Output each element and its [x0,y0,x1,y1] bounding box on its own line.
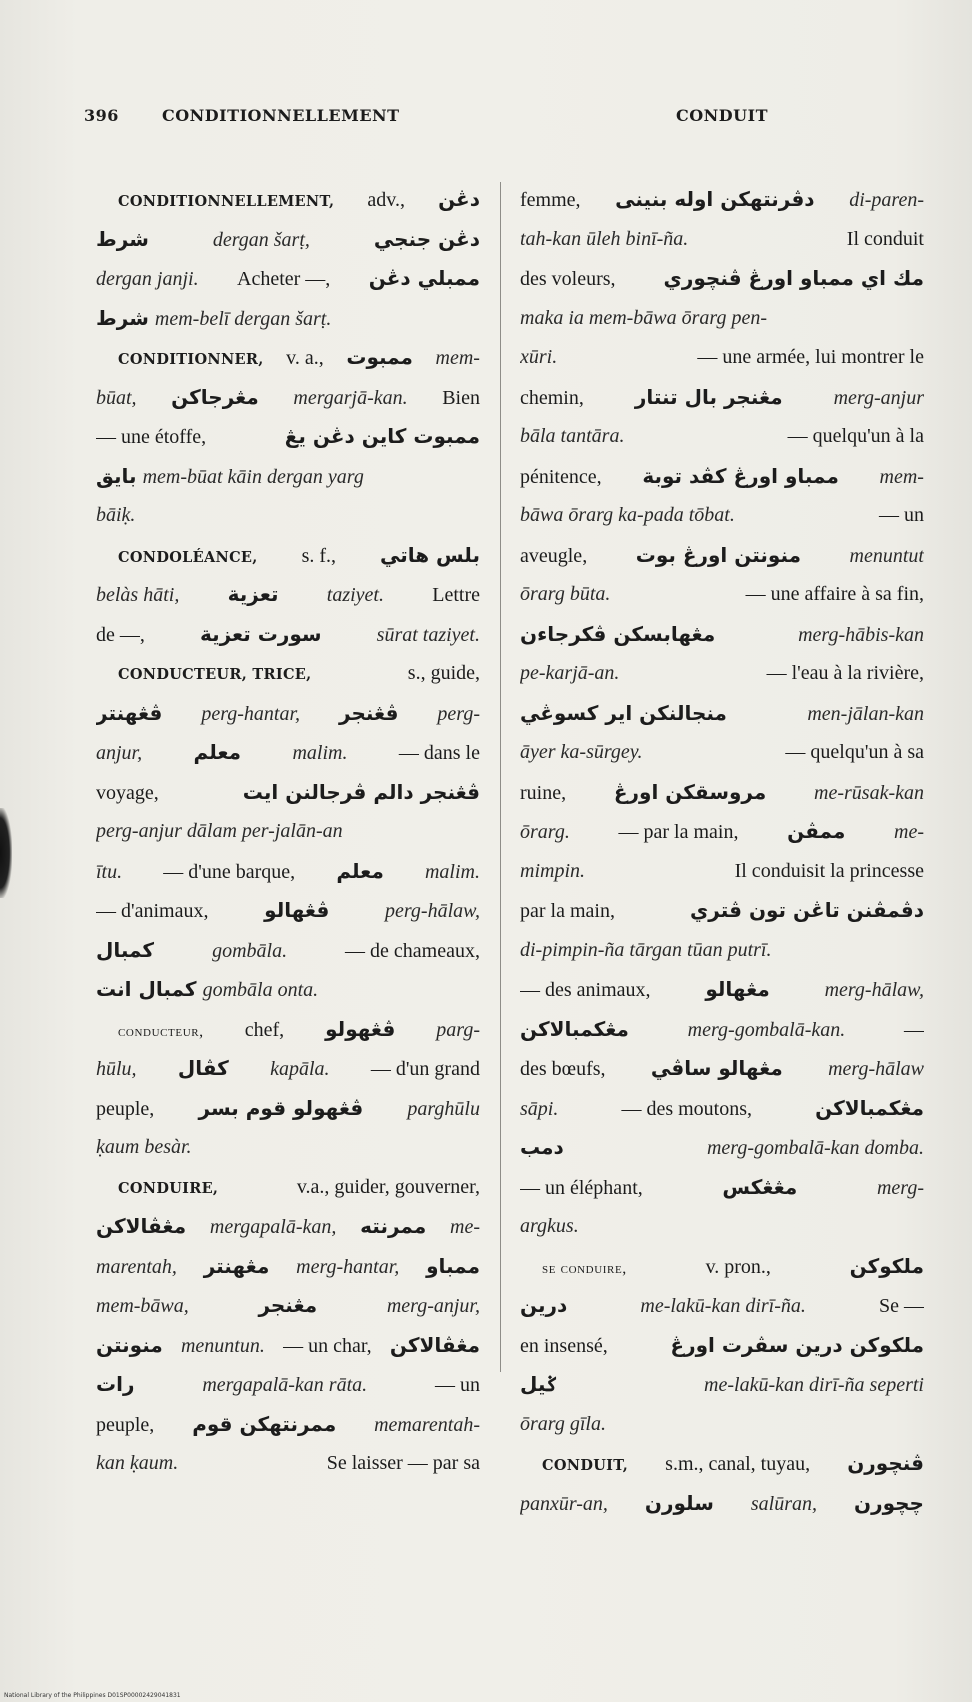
transliteration-text: me- [894,821,924,843]
transliteration-text: āyer ka-sūrgey. [520,741,643,763]
jawi-text: دڠن جنجي [373,226,480,251]
french-text: — d'une barque, [163,860,296,883]
transliteration-text: ōrarg gīla. [520,1412,606,1435]
text-line [96,1247,480,1287]
jawi-text: مڠهابسكن ڤكرجاءن [520,621,716,646]
transliteration-text: kan ḳaum. [96,1452,179,1474]
french-text: Acheter —, [237,268,331,290]
running-header [84,106,774,136]
transliteration-text: xūri. [520,346,558,368]
text-line [520,1010,924,1050]
text-line [96,1326,480,1366]
french-text: — une affaire à sa fin, [745,583,924,605]
text-line [520,575,924,615]
transliteration-text: me-lakū-kan dirī-ña. [640,1295,806,1317]
transliteration-text: hūlu, [96,1058,137,1080]
french-text: — un éléphant, [520,1176,643,1199]
transliteration-text: dergan šarṭ, [212,228,310,251]
transliteration-text: bāla tantāra. [520,425,625,447]
jawi-text: دمب [520,1135,564,1159]
transliteration-text: ōrarg būta. [520,583,611,605]
text-line [96,1405,480,1445]
text-line [520,259,924,299]
text-line [96,457,480,497]
french-text: femme, [520,189,581,211]
header-left-word: CONDITIONNELLEMENT [162,106,400,125]
jawi-text: ڤنچورن [847,1451,924,1475]
french-text: des voleurs, [520,268,616,290]
text-line [96,536,480,576]
french-text: — une armée, lui montrer le [697,346,924,368]
french-text: — un [879,504,924,526]
text-line [520,299,924,339]
text-line [96,1286,480,1326]
french-text: de —, [96,623,145,646]
text-line [520,1207,924,1247]
headword: CONDUIRE, [118,1179,219,1197]
text-line [96,496,480,536]
jawi-text: دڤمڤنن تاڠن تون ڤتري [689,898,924,922]
transliteration-text: memarentah- [374,1413,480,1436]
french-text: s. f., [301,544,337,567]
text-line [520,931,924,971]
text-line [96,733,480,773]
jawi-text: سورت تعزية [199,621,322,646]
text-line [96,575,480,615]
transliteration-text: gombāla onta. [202,979,319,1001]
headword: CONDITIONNER, [118,351,264,368]
french-text: v.a., guider, gouverner, [296,1175,480,1198]
text-line [96,180,480,220]
text-line [96,417,480,457]
jawi-text: چچورن [854,1490,924,1515]
french-text: Lettre [432,584,480,606]
jawi-text: ممڤن [787,819,846,843]
transliteration-text: perg-anjur dālam per-jalān-an [96,820,343,842]
french-text: — l'eau à la rivière, [766,662,924,684]
transliteration-text: merg-anjur [833,386,924,409]
text-line [520,417,924,457]
jawi-text: شرط [96,226,149,251]
jawi-text: ملكوكن [849,1253,924,1278]
french-text: Se — [879,1295,924,1317]
french-text: ruine, [520,781,567,804]
jawi-text: ڤڠنجر دالم ڤرجالنن ايت [242,779,480,804]
text-line [96,891,480,931]
transliteration-text: salūran, [750,1492,818,1515]
transliteration-text: mem-bāwa, [96,1295,189,1317]
text-line [520,1128,924,1168]
transliteration-text: bāwa ōrarg ka-pada tōbat. [520,504,735,526]
text-line [96,970,480,1010]
french-text: — quelqu'un à sa [785,741,924,763]
column-divider [500,182,501,1372]
french-text: voyage, [96,781,159,804]
transliteration-text: maka ia mem-bāwa ōrarg pen- [520,306,768,329]
text-line [520,220,924,260]
text-line [96,259,480,299]
jawi-text: بايق [96,463,137,488]
text-line [96,1207,480,1247]
transliteration-text: dergan janji. [96,268,199,290]
jawi-text: مڠهالو [705,977,770,1001]
transliteration-text: būat, [96,386,137,409]
jawi-text: مڠنجر بال تنتار [634,384,783,409]
transliteration-text: parg- [436,1018,480,1041]
transliteration-text: merg-hābis-kan [798,623,924,646]
text-line [520,852,924,892]
text-line [520,812,924,852]
jawi-text: مڠرجاكن [171,384,259,409]
french-text: — une étoffe, [96,426,207,448]
jawi-text: معلم [336,858,384,883]
transliteration-text: me-lakū-kan dirī-ña seperti [704,1374,924,1396]
french-text: — d'animaux, [96,900,209,922]
headword: CONDITIONNELLEMENT, [118,193,335,210]
jawi-text: كمبال انت [96,977,197,1001]
transliteration-text: menuntun. [180,1334,265,1357]
text-line [520,1049,924,1089]
french-text: — un char, [283,1334,372,1357]
french-text: peuple, [96,1413,155,1436]
jawi-text: ممبوت [346,345,413,369]
jawi-text: ممرنتهكن قوم [192,1411,337,1436]
text-line [96,1010,480,1050]
transliteration-text: merg-gombalā-kan. [687,1018,846,1041]
transliteration-text: di-paren- [849,189,924,211]
transliteration-text: me- [450,1216,480,1238]
text-line [520,180,924,220]
transliteration-text: mem-būat kāin dergan yarg [142,465,364,488]
jawi-text: شرط [96,305,149,330]
jawi-text: بلس هاتي [379,542,480,567]
french-text: — de chameaux, [345,939,480,962]
french-text: adv., [367,189,405,211]
jawi-text: سلورن [644,1490,714,1515]
jawi-text: ممباو [426,1253,480,1278]
jawi-text: ڤڠهولو [325,1016,396,1041]
transliteration-text: malim. [424,860,480,883]
french-text: — des animaux, [520,979,651,1001]
transliteration-text: merg-gombalā-kan domba. [706,1137,924,1159]
transliteration-text: mergarjā-kan. [293,386,408,409]
text-line [520,1286,924,1326]
transliteration-text: merg- [876,1176,924,1199]
text-line [96,1128,480,1168]
text-line [520,1484,924,1524]
jawi-text: مڠكمبالاكن [815,1095,924,1120]
text-line [96,378,480,418]
transliteration-text: argkus. [520,1215,579,1237]
transliteration-text: pe-karjā-an. [520,662,620,684]
text-line [520,654,924,694]
french-text: chemin, [520,386,584,409]
french-text: — quelqu'un à la [787,425,924,447]
transliteration-text: perg-hantar, [201,702,301,725]
transliteration-text: panxūr-an, [520,1492,608,1515]
french-text: s.m., canal, tuyau, [665,1453,811,1475]
french-text: Il conduit [846,227,924,250]
jawi-text: مڠڤالاكن [96,1214,187,1238]
french-text: chef, [244,1018,285,1041]
jawi-text: كڤال [177,1056,229,1080]
transliteration-text: ōrarg. [520,821,570,843]
jawi-text: ممرنته [360,1214,427,1238]
transliteration-text: merg-hālaw, [824,979,924,1001]
transliteration-text: mergapalā-kan, [209,1216,337,1238]
transliteration-text: parghūlu [407,1097,480,1120]
jawi-text: مروسقكن اورڠ [613,779,767,804]
sub-headword: se conduire, [542,1259,627,1277]
french-text: Il conduisit la princesse [734,859,924,882]
sub-headword: conducteur, [118,1022,204,1040]
text-line [96,1365,480,1405]
text-line [520,1405,924,1445]
text-line [520,694,924,734]
text-line [96,773,480,813]
jawi-text: ݢيل [520,1372,558,1396]
transliteration-text: merg-hantar, [296,1255,400,1278]
french-text: — des moutons, [621,1097,752,1120]
french-text: v. a., [286,347,324,369]
text-line [520,1326,924,1366]
transliteration-text: ḳaum besàr. [96,1136,192,1158]
text-line [96,1444,480,1484]
text-line [96,1168,480,1208]
text-line [520,1089,924,1129]
transliteration-text: taziyet. [326,584,384,606]
transliteration-text: mem- [435,347,480,369]
jawi-text: ممبلي دڠن [368,266,480,290]
jawi-text: كمبال [96,937,155,962]
text-line [96,931,480,971]
transliteration-text: kapāla. [270,1058,330,1080]
transliteration-text: mem- [879,465,924,488]
text-line [96,299,480,339]
french-text: s., guide, [407,662,480,684]
text-line [96,852,480,892]
text-line [520,1168,924,1208]
french-text: aveugle, [520,544,588,567]
text-line [520,496,924,536]
jawi-text: مڠنجر [258,1293,318,1317]
headword: CONDOLÉANCE, [118,548,258,566]
transliteration-text: malim. [292,742,348,764]
french-text: des bœufs, [520,1058,606,1080]
jawi-text: رات [96,1372,135,1396]
transliteration-text: bāiḳ. [96,504,136,526]
jawi-text: معلم [193,740,242,764]
french-text: peuple, [96,1097,155,1120]
jawi-text: مك اي ممباو اورڠ ڤنچوري [663,266,924,290]
french-text: — d'un grand [370,1058,480,1080]
text-line [520,1444,924,1484]
text-line [96,615,480,655]
left-column [96,180,480,1484]
right-column [520,180,924,1523]
text-line [520,615,924,655]
jawi-text: ملكوكن درين سڤرت اورڠ [670,1332,924,1357]
jawi-text: مڠكمبالاكن [520,1016,629,1041]
text-line [96,812,480,852]
french-text: — un [434,1374,480,1396]
transliteration-text: ītu. [96,860,123,883]
jawi-text: تعزية [227,582,279,606]
jawi-text: ممباو اورڠ كڤد توبة [642,463,839,488]
jawi-text: دڠن [438,187,480,211]
text-line [96,220,480,260]
text-line [520,773,924,813]
text-line [520,891,924,931]
header-right-word: CONDUIT [676,106,769,125]
transliteration-text: merg-hālaw [828,1058,924,1080]
text-line [520,1247,924,1287]
text-line [520,457,924,497]
jawi-text: دڤرنتهكن اوله بنينى [615,187,815,211]
text-line [96,694,480,734]
transliteration-text: anjur, [96,742,143,764]
french-text: — [904,1018,924,1041]
footer-credit: National Library of the Philippines D01SP00002429041831 [4,1692,181,1699]
headword: CONDUIT, [542,1457,629,1474]
french-text: — par la main, [618,821,739,843]
french-text: en insensé, [520,1334,608,1357]
jawi-text: مڠهالو ساڤي [650,1056,783,1080]
transliteration-text: mergapalā-kan rāta. [202,1374,368,1396]
french-text: pénitence, [520,465,602,488]
transliteration-text: sāpi. [520,1097,559,1120]
text-line [520,536,924,576]
jawi-text: مڠڤالاكن [389,1332,480,1357]
transliteration-text: mimpin. [520,859,585,882]
french-text: — dans le [398,742,480,764]
jawi-text: ڤڠهنتر [96,700,163,725]
text-line [520,733,924,773]
transliteration-text: menuntut [849,544,924,567]
french-text: par la main, [520,900,615,922]
transliteration-text: me-rūsak-kan [814,781,924,804]
jawi-text: ڤڠهولو قوم بسر [198,1095,364,1120]
headword: CONDUCTEUR, TRICE, [118,666,312,683]
jawi-text: منونتن [96,1332,163,1357]
text-line [96,338,480,378]
text-line [520,970,924,1010]
transliteration-text: tah-kan ūleh binī-ña. [520,227,689,250]
transliteration-text: perg-hālaw, [384,900,480,922]
transliteration-text: gombāla. [212,939,288,962]
transliteration-text: perg- [437,702,480,725]
page-edge-mark [0,808,12,898]
jawi-text: مڠڠكس [722,1174,798,1199]
transliteration-text: di-pimpin-ña tārgan tūan putrī. [520,938,772,961]
transliteration-text: men-jālan-kan [807,702,924,725]
jawi-text: ڤڠهالو [264,898,330,922]
transliteration-text: sūrat taziyet. [376,623,480,646]
jawi-text: مڠهنتر [203,1253,270,1278]
text-line [96,1049,480,1089]
french-text: v. pron., [705,1255,771,1278]
text-line [520,1365,924,1405]
french-text: Bien [442,386,480,409]
transliteration-text: belàs hāti, [96,584,180,606]
french-text: Se laisser — par sa [326,1452,480,1474]
transliteration-text: marentah, [96,1255,177,1278]
jawi-text: منونتن اورڠ بوت [635,542,802,567]
text-line [96,654,480,694]
text-line [96,1089,480,1129]
jawi-text: ڤڠنجر [339,700,399,725]
jawi-text: درين [520,1293,568,1317]
page-number: 396 [84,106,119,125]
transliteration-text: mem-belī dergan šarṭ. [154,307,332,330]
text-line [520,378,924,418]
transliteration-text: merg-anjur, [386,1295,480,1317]
jawi-text: ممبوت كاين دڠن يڠ [284,424,480,448]
jawi-text: منجالنكن اير كسوڠي [520,700,727,725]
text-line [520,338,924,378]
